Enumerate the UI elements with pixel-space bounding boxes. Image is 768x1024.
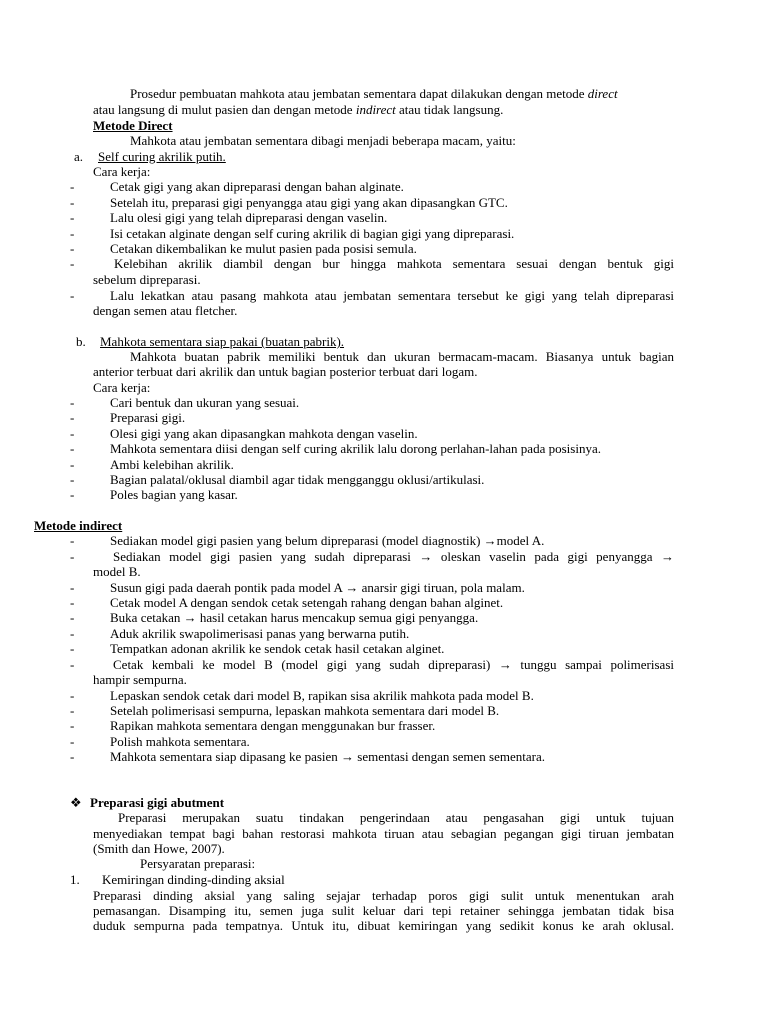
dash-bullet: - (70, 241, 75, 256)
cara-kerja-label: Cara kerja: (93, 164, 151, 179)
term-direct: direct (587, 86, 618, 101)
dash-bullet: - (70, 410, 75, 425)
step-text: Lalu olesi gigi yang telah dipreparasi dengan vaselin. (110, 210, 388, 225)
step-text: Preparasi gigi. (110, 410, 186, 425)
dash-bullet: - (70, 749, 75, 764)
step-text: Tempatkan adonan akrilik ke sendok cetak hasil cetakan alginet. (110, 641, 445, 656)
step-text: Bagian palatal/oklusal diambil agar tidak mengganggu oklusi/artikulasi. (110, 472, 485, 487)
dash-bullet: - (70, 179, 75, 194)
step-text: Rapikan mahkota sementara dengan menggunakan bur frasser. (110, 718, 436, 733)
requirements-label: Persyaratan preparasi: (140, 856, 256, 871)
dash-bullet: - (70, 226, 75, 241)
step-text: Cari bentuk dan ukuran yang sesuai. (110, 395, 300, 410)
dash-bullet: - (70, 288, 75, 303)
list-marker-a: a. (74, 149, 84, 164)
step-text: Olesi gigi yang akan dipasangkan mahkota dengan vaselin. (110, 426, 418, 441)
term-indirect: indirect (355, 102, 396, 117)
subsection-title-a: Self curing akrilik putih. (98, 149, 226, 164)
step-text: Sediakan model gigi pasien yang sudah dipreparasi → oleskan vaselin pada gigi penyangga → (113, 549, 674, 564)
dash-bullet: - (70, 703, 75, 718)
step-text: Poles bagian yang kasar. (110, 487, 238, 502)
step-text: Isi cetakan alginate dengan self curing akrilik di bagian gigi yang dipreparasi. (110, 226, 515, 241)
paragraph-line: menyediakan tempat bagi bahan restorasi mahkota tiruan atau sebagian pegangan gigi tiruan jembatan (93, 826, 674, 841)
intro-text: atau tidak langsung. (399, 102, 504, 117)
dash-bullet: - (70, 457, 75, 472)
step-text: Cetak model A dengan sendok cetak setengah rahang dengan bahan alginet. (110, 595, 504, 610)
dash-bullet: - (70, 426, 75, 441)
requirement-title: Kemiringan dinding-dinding aksial (102, 872, 285, 887)
dash-bullet: - (70, 657, 75, 672)
step-text-continued: hampir sempurna. (93, 672, 187, 687)
step-text: Polish mahkota sementara. (110, 734, 250, 749)
dash-bullet: - (70, 718, 75, 733)
cara-kerja-label: Cara kerja: (93, 380, 151, 395)
intro-text: atau langsung di mulut pasien dan dengan metode (93, 102, 353, 117)
step-text: Cetak kembali ke model B (model gigi yang sudah dipreparasi) → tunggu sampai polimerisasi (113, 657, 674, 672)
step-text: Lepaskan sendok cetak dari model B, rapikan sisa akrilik mahkota pada model B. (110, 688, 534, 703)
direct-intro: Mahkota atau jembatan sementara dibagi menjadi beberapa macam, yaitu: (130, 133, 516, 148)
dash-bullet: - (70, 395, 75, 410)
dash-bullet: - (70, 580, 75, 595)
step-text: Mahkota sementara diisi dengan self curing akrilik lalu dorong perlahan-lahan pada posisinya. (110, 441, 601, 456)
step-text: Buka cetakan → hasil cetakan harus mencakup semua gigi penyangga. (110, 610, 479, 625)
step-text-continued: sebelum dipreparasi. (93, 272, 201, 287)
list-number-1: 1. (70, 872, 80, 887)
step-text-continued: dengan semen atau fletcher. (93, 303, 238, 318)
dash-bullet: - (70, 734, 75, 749)
paragraph-line: pemasangan. Disamping itu, semen juga sulit keluar dari tepi retainer sehingga jembatan tidak bisa (93, 903, 674, 918)
paragraph-line: Mahkota buatan pabrik memiliki bentuk dan ukuran bermacam-macam. Biasanya untuk bagian (130, 349, 674, 364)
paragraph-line: anterior terbuat dari akrilik dan untuk bagian posterior terbuat dari logam. (93, 364, 478, 379)
diamond-bullet-icon: ❖ (70, 795, 82, 810)
section-heading-indirect: Metode indirect (34, 518, 123, 533)
dash-bullet: - (70, 256, 75, 271)
step-text: Susun gigi pada daerah pontik pada model A → anarsir gigi tiruan, pola malam. (110, 580, 525, 595)
dash-bullet: - (70, 688, 75, 703)
step-text: Sediakan model gigi pasien yang belum dipreparasi (model diagnostik) →model A. (110, 533, 545, 548)
paragraph-line: Preparasi dinding aksial yang saling sejajar terhadap poros gigi sulit untuk menentukan arah (93, 888, 674, 903)
dash-bullet: - (70, 549, 75, 564)
section-heading-direct: Metode Direct (93, 118, 173, 133)
dash-bullet: - (70, 210, 75, 225)
dash-bullet: - (70, 626, 75, 641)
section-heading-abutment: Preparasi gigi abutment (90, 795, 225, 810)
subsection-title-b: Mahkota sementara siap pakai (buatan pabrik). (100, 334, 345, 349)
intro-line-1 (130, 86, 618, 102)
step-text: Cetakan dikembalikan ke mulut pasien pada posisi semula. (110, 241, 417, 256)
paragraph-line: Preparasi merupakan suatu tindakan pengerindaan atau pengasahan gigi untuk tujuan (118, 810, 674, 825)
step-text: Lalu lekatkan atau pasang mahkota atau jembatan sementara tersebut ke gigi yang telah dipreparasi (110, 288, 674, 303)
dash-bullet: - (70, 441, 75, 456)
step-text: Setelah itu, preparasi gigi penyangga atau gigi yang akan dipasangkan GTC. (110, 195, 508, 210)
list-marker-b: b. (76, 334, 86, 349)
paragraph-line: duduk sempurna pada tempatnya. Untuk itu, dibuat kemiringan yang sedikit konus ke arah oklusal. (93, 918, 674, 933)
step-text: Kelebihan akrilik diambil dengan bur hingga mahkota sementara sesuai dengan bentuk gigi (114, 256, 674, 271)
intro-text: Prosedur pembuatan mahkota atau jembatan sementara dapat dilakukan dengan metode (130, 86, 585, 101)
intro-line-2 (93, 102, 503, 118)
dash-bullet: - (70, 533, 75, 548)
dash-bullet: - (70, 195, 75, 210)
dash-bullet: - (70, 472, 75, 487)
step-text: Aduk akrilik swapolimerisasi panas yang berwarna putih. (110, 626, 410, 641)
step-text-continued: model B. (93, 564, 141, 579)
step-text: Setelah polimerisasi sempurna, lepaskan mahkota sementara dari model B. (110, 703, 500, 718)
step-text: Mahkota sementara siap dipasang ke pasien → sementasi dengan semen sementara. (110, 749, 545, 764)
dash-bullet: - (70, 641, 75, 656)
paragraph-line: (Smith dan Howe, 2007). (93, 841, 225, 856)
dash-bullet: - (70, 610, 75, 625)
dash-bullet: - (70, 595, 75, 610)
dash-bullet: - (70, 487, 75, 502)
step-text: Cetak gigi yang akan dipreparasi dengan bahan alginate. (110, 179, 404, 194)
step-text: Ambi kelebihan akrilik. (110, 457, 234, 472)
